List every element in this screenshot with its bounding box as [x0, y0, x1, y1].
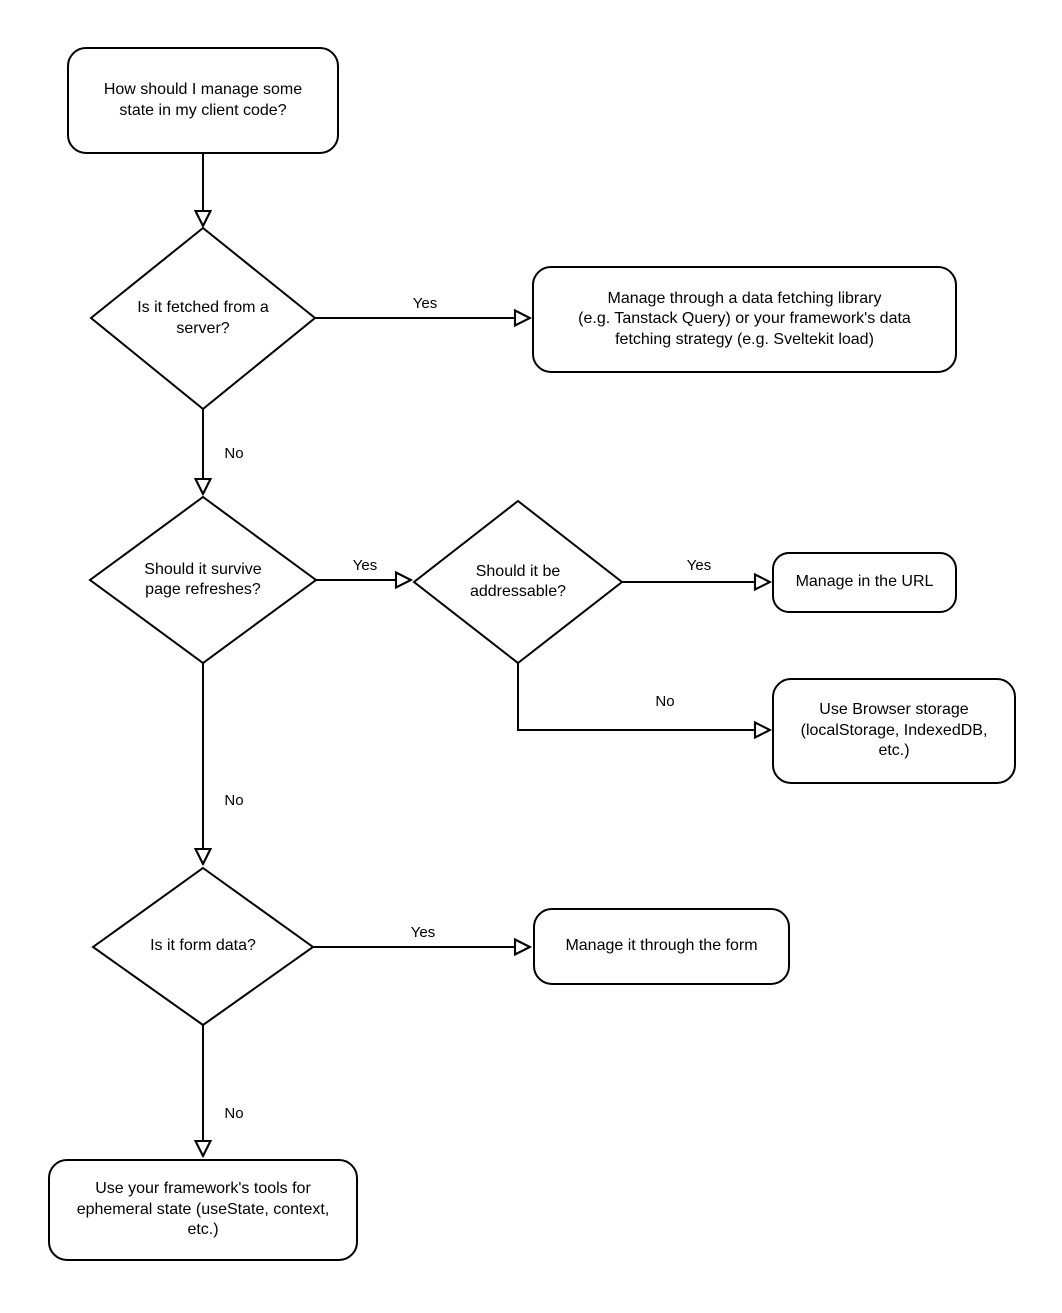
- q-server-diamond-shape: [91, 228, 315, 409]
- edge-label-server-yes: Yes: [412, 294, 438, 312]
- edge-label-refresh-yes: Yes: [352, 556, 378, 574]
- q-addressable-diamond-shape: [414, 501, 622, 663]
- start-node-shape: [68, 48, 338, 153]
- q-addressable-diamond-label: Should it be addressable?: [469, 562, 567, 600]
- r-storage-node-label: Use Browser storage (localStorage, IndexedDB, etc.): [800, 701, 988, 760]
- r-url-node-shape: [773, 553, 956, 612]
- edge-label-addressable-yes: Yes: [686, 556, 712, 574]
- r-ephemeral-node-shape: [49, 1160, 357, 1260]
- edge-label-addressable-no: No: [655, 692, 675, 710]
- r-form-node-label: Manage it through the form: [565, 937, 758, 955]
- q-form-diamond-shape: [93, 868, 313, 1025]
- edge-label-form-yes: Yes: [410, 923, 436, 941]
- q-form-diamond-label: Is it form data?: [150, 937, 256, 955]
- r-storage-node-shape: [773, 679, 1015, 783]
- r-fetch-lib-node-shape: [533, 267, 956, 372]
- r-url-node-label: Manage in the URL: [795, 573, 934, 591]
- q-server-diamond-label: Is it fetched from a server?: [137, 299, 269, 337]
- start-node-label: How should I manage some state in my client code?: [103, 81, 303, 119]
- edge-label-form-no: No: [224, 1104, 244, 1122]
- r-form-node-shape: [534, 909, 789, 984]
- edge-label-refresh-no: No: [224, 791, 244, 809]
- q-refresh-diamond-label: Should it survive page refreshes?: [144, 560, 262, 598]
- edge-q-addressable-no: [518, 663, 770, 730]
- edge-label-server-no: No: [224, 444, 244, 462]
- r-ephemeral-node-label: Use your framework's tools for ephemeral state (useState, context, etc.): [76, 1180, 330, 1239]
- q-refresh-diamond-shape: [90, 497, 316, 663]
- r-fetch-lib-node-label: Manage through a data fetching library (e.g. Tanstack Query) or your framework's data fetching strategy (e.g. Sveltekit load): [578, 289, 911, 348]
